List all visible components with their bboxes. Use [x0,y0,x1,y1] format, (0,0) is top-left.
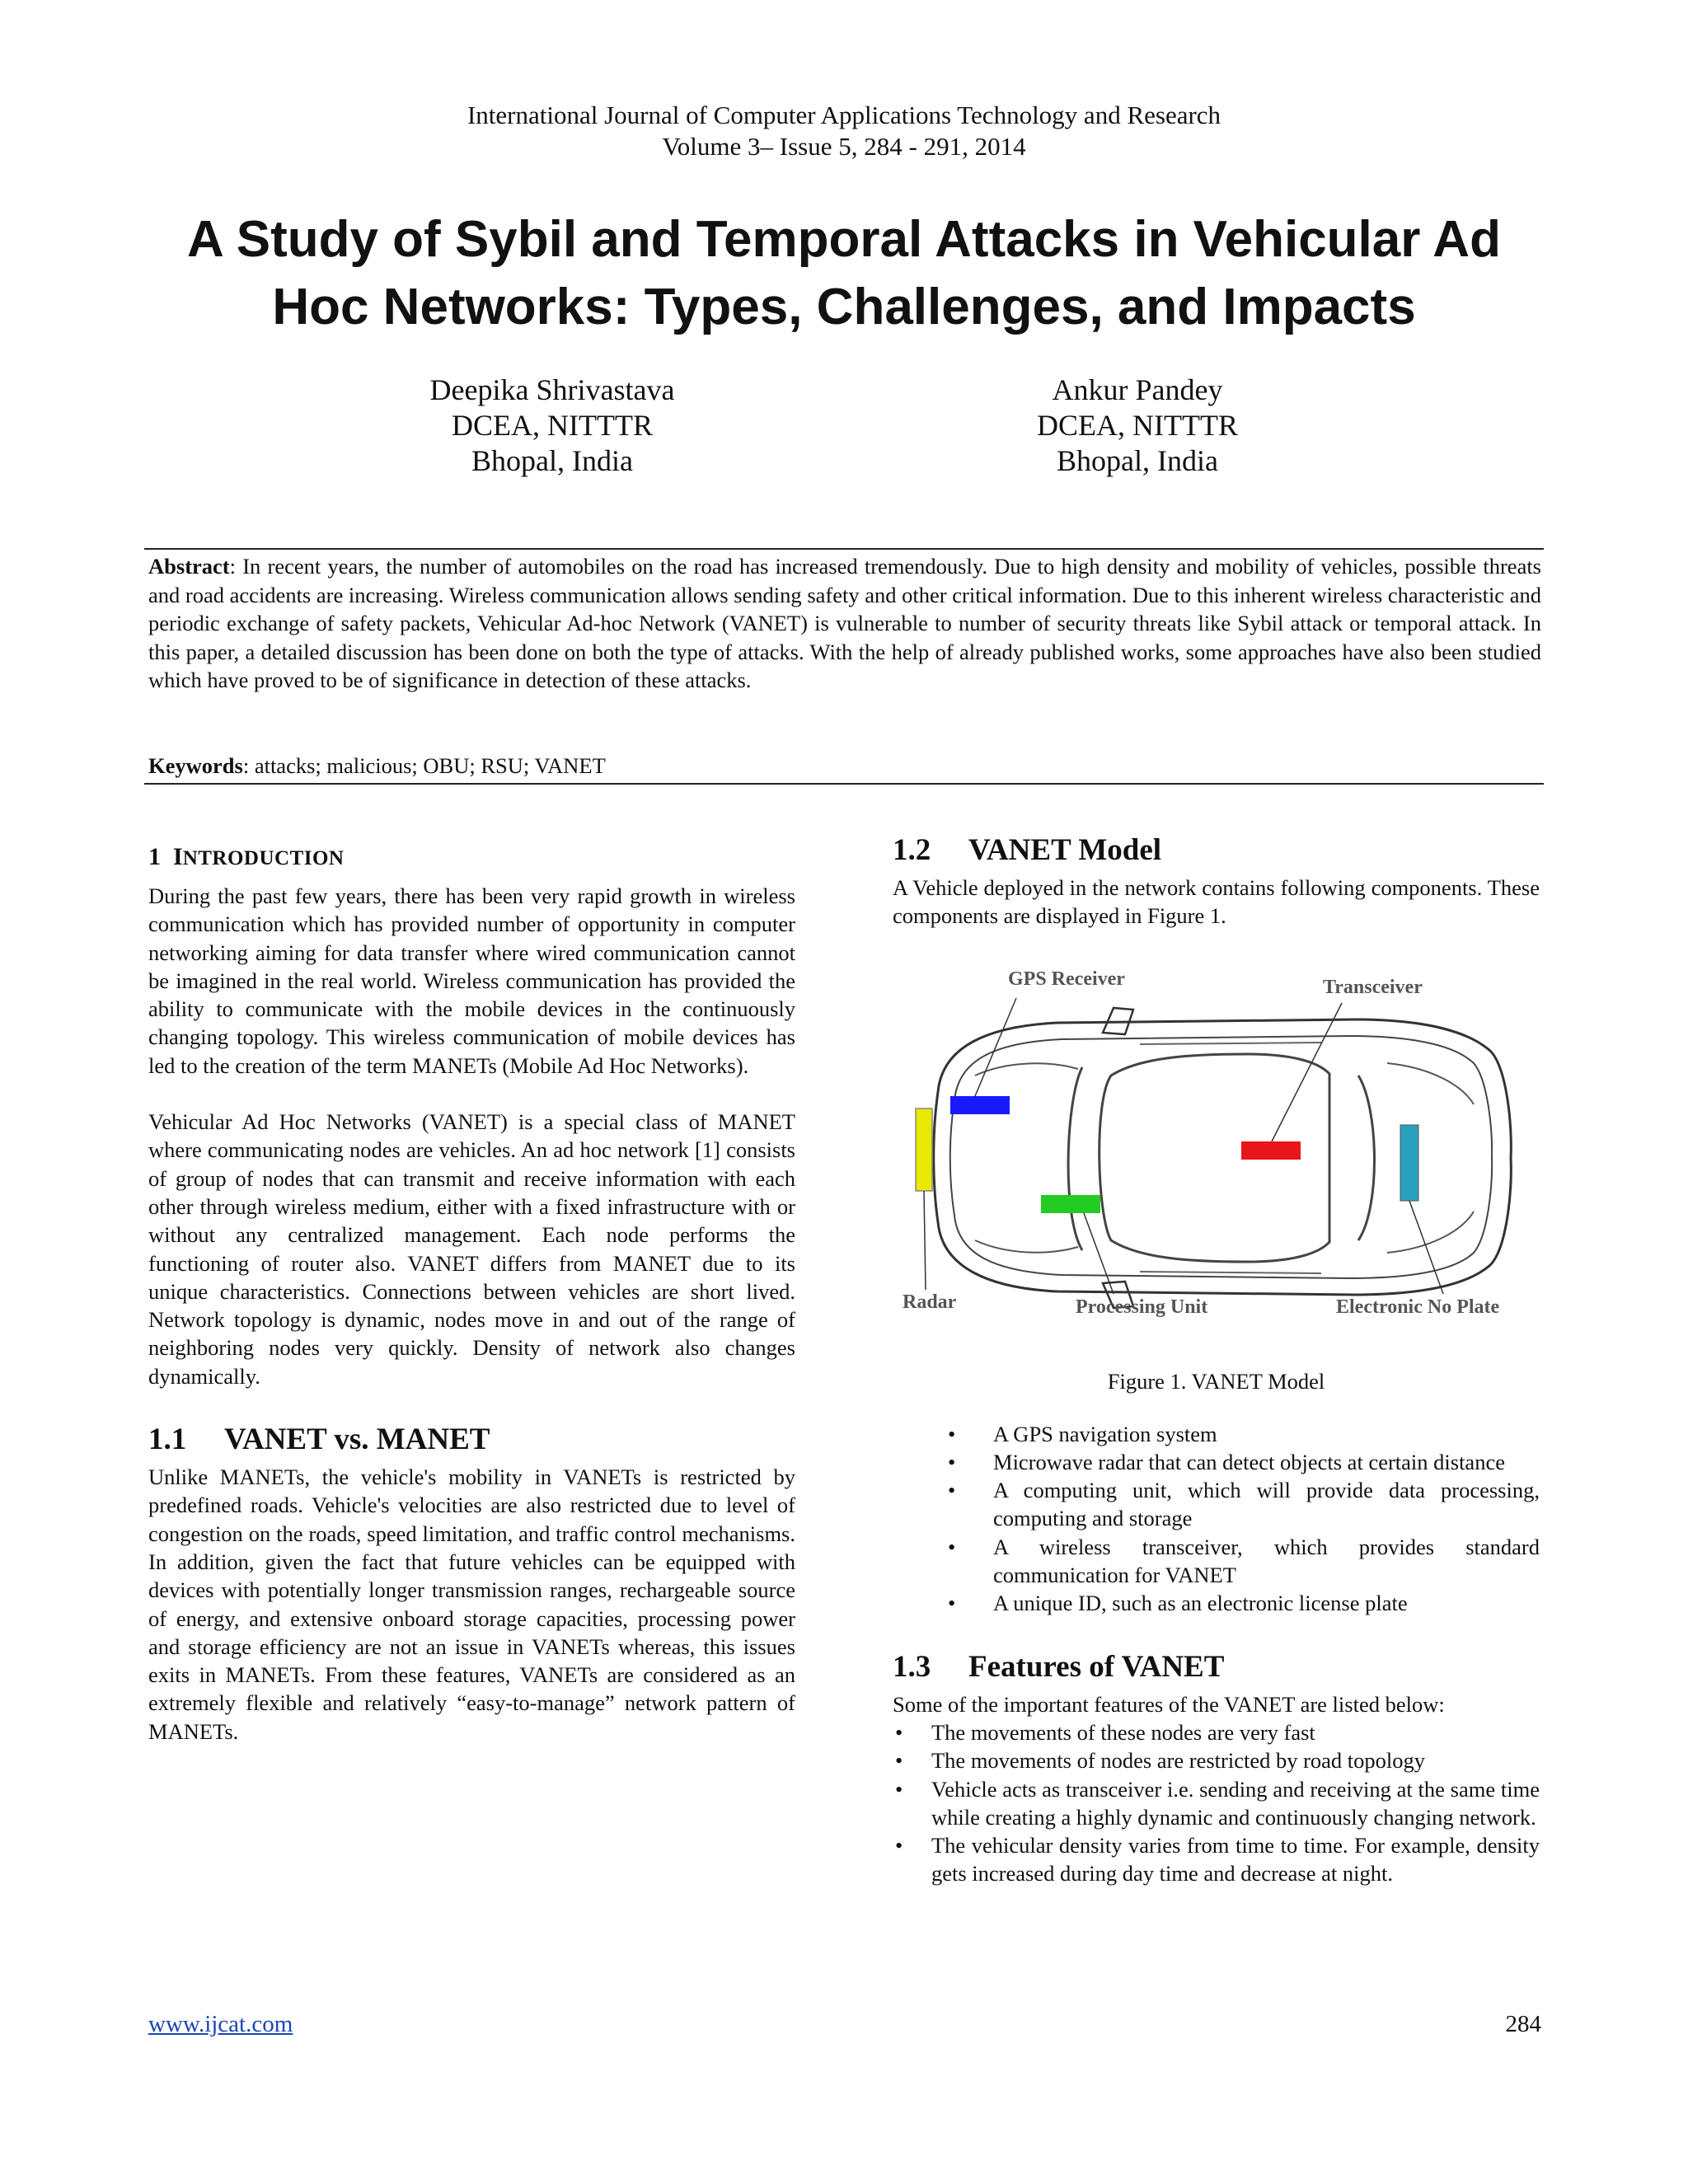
author-name: Ankur Pandey [1052,373,1223,406]
side-line-top [1140,1043,1321,1044]
section-heading-vanet-vs-manet [148,1422,795,1458]
section-heading-vanet-model [893,832,1540,869]
car-body-outline [934,1019,1512,1295]
transceiver-block [1241,1141,1301,1160]
features-intro: Some of the important features of the VANET are listed below: [893,1691,1445,1717]
processing-unit-block [1041,1195,1100,1213]
title-line-2: Hoc Networks: Types, Challenges, and Impacts [272,279,1416,335]
trunk-line-bottom [1387,1212,1474,1253]
features-list [893,1718,1540,1888]
list-item: • Microwave radar that can detect objects at certain distance [993,1448,1540,1476]
abstract-label: Abstract [148,554,230,579]
abstract [148,552,1541,695]
list-item: • A unique ID, such as an electronic license plate [993,1589,1540,1617]
page-number: 284 [1505,2011,1541,2037]
right-column [893,832,1540,1888]
list-item: • A computing unit, which will provide data processing, computing and storage [993,1476,1540,1533]
section-number: 1.2 [893,833,931,867]
gps-leader-line [975,998,1016,1096]
transceiver-leader-line [1272,1003,1342,1141]
list-item: • The movements of these nodes are very fast [931,1718,1540,1746]
hood-line-bottom [975,1240,1078,1253]
intro-paragraph-2: Vehicular Ad Hoc Networks (VANET) is a special class of MANET where communicating nodes are vehicles. An ad hoc network [1] consists of group of nodes that can transmit and receive information with each other through wireless medium, either with a fixed infrastructure with or without any centralized management. Each node performs the functioning of router also. VANET differs from MANET due to its unique characteristics. Connections between vehicles are short lived. Network topology is dynamic, nodes move in and out of the range of neighboring nodes very quickly. Density of network also changes dynamically. [148,1109,795,1389]
title-line-1: A Study of Sybil and Temporal Attacks in Vehicular Ad [187,211,1501,268]
electronic-plate-block [1400,1125,1418,1201]
intro-paragraph-1: During the past few years, there has been very rapid growth in wireless communication which has provided number of opportunity in computer networking aiming for data transfer where wired communication cannot be imagined in the real world. Wireless communication has provided the ability to communicate with the mobile devices in the continuously changing topology. This wireless communication of mobile devices has led to the creation of the term MANETs (Mobile Ad Hoc Networks). [148,883,795,1078]
radar-leader-line [924,1191,926,1290]
list-item: • Vehicle acts as transceiver i.e. sending and receiving at the same time while creating a highly dynamic and continuously changing network. [931,1775,1540,1832]
abstract-bottom-rule [144,783,1544,785]
paper-title [124,206,1564,341]
section-number: 1.3 [893,1649,931,1684]
abstract-text: : In recent years, the number of automobiles on the road has increased tremendously. Due to high density and mobility of vehicles, possible threats and road accidents are increasing. Wireless communication allows sending safety and other critical information. Due to this inherent wireless characteristic and periodic exchange of safety packets, Vehicular Ad-hoc Network (VANET) is vulnerable to number of security threats like Sybil attack or temporal attack. In this paper, a detailed discussion has been done on both the type of attacks. With the help of already published works, some approaches have also been studied which have proved to be of significance in detection of these attacks. [148,554,1541,692]
section-heading-introduction [148,841,795,875]
list-item: • A wireless transceiver, which provides standard communication for VANET [993,1533,1540,1590]
section-number: 1.1 [148,1422,187,1457]
radar-block [916,1108,932,1191]
components-list [893,1420,1540,1618]
vs-paragraph: Unlike MANETs, the vehicle's mobility in VANETs is restricted by predefined roads. Vehicle's velocities are also restricted due to level of congestion on the roads, speed limitation, and traffic control mechanisms. In addition, given the fact that future vehicles can be equipped with devices with potentially longer transmission ranges, rechargeable source of energy, and extensive onboard storage capacities, processing power and storage efficiency are not an issue in VANETs whereas, this issues exits in MANETs. From these features, VANETs are considered as an extremely flexible and relatively “easy-to-manage” network pattern of MANETs. [148,1465,795,1744]
list-item: • The vehicular density varies from time to time. For example, density gets increased during day time and decrease at night. [931,1831,1540,1888]
label-gps-receiver: GPS Receiver [1008,968,1125,990]
author-block-1 [379,373,725,479]
keywords-label: Keywords [148,753,243,778]
label-transceiver: Transceiver [1323,976,1423,998]
author-dept: DCEA, NITTTR [1037,409,1238,442]
rear-windshield [1358,1076,1375,1240]
author-location: Bhopal, India [471,444,633,477]
keywords [148,752,1541,780]
section-number: 1 [148,843,161,870]
section-title: VANET vs. MANET [224,1422,490,1457]
processing-leader-line [1084,1213,1114,1294]
hood-line-top [975,1063,1078,1076]
author-dept: DCEA, NITTTR [452,409,653,442]
vanet-model-figure [893,968,1540,1356]
abstract-top-rule [144,548,1544,550]
label-electronic-no-plate: Electronic No Plate [1336,1296,1500,1318]
section-title-rest: NTRODUCTION [182,847,345,869]
section-title-initial: I [173,843,183,870]
keywords-text: : attacks; malicious; OBU; RSU; VANET [242,753,606,778]
section-title: Features of VANET [968,1649,1225,1684]
list-item: • A GPS navigation system [993,1420,1540,1448]
list-item: • The movements of nodes are restricted by road topology [931,1746,1540,1774]
section-heading-features [893,1649,1540,1685]
figure-caption: Figure 1. VANET Model [1107,1368,1325,1394]
author-location: Bhopal, India [1057,444,1218,477]
footer-journal-link[interactable]: www.ijcat.com [148,2011,293,2037]
model-paragraph: A Vehicle deployed in the network contains following components. These components are displayed in Figure 1. [893,875,1540,929]
front-windshield [1068,1067,1082,1250]
author-block-2 [964,373,1311,479]
section-title: VANET Model [968,833,1162,867]
journal-volume: Volume 3– Issue 5, 284 - 291, 2014 [662,132,1026,161]
label-processing-unit: Processing Unit [1076,1296,1208,1318]
left-column [148,832,795,1746]
trunk-line-top [1387,1063,1474,1104]
gps-receiver-block [950,1096,1010,1114]
journal-name: International Journal of Computer Applications Technology and Research [467,101,1221,129]
side-line-bottom [1140,1272,1321,1273]
label-radar: Radar [903,1291,957,1313]
author-name: Deepika Shrivastava [429,373,675,406]
